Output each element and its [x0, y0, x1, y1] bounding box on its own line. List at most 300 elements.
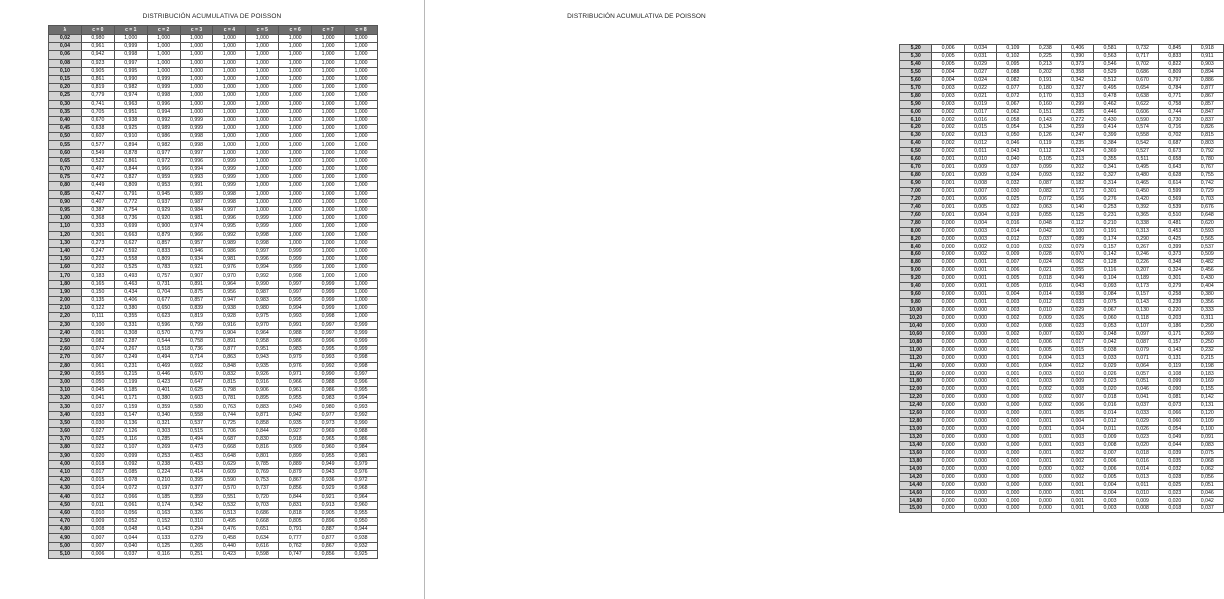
- probability-cell: 1,000: [246, 198, 279, 206]
- probability-cell: 0,105: [1029, 156, 1061, 164]
- probability-cell: 0,000: [964, 378, 996, 386]
- probability-cell: 0,932: [345, 542, 378, 550]
- probability-cell: 0,050: [81, 378, 114, 386]
- probability-cell: 0,951: [246, 346, 279, 354]
- probability-cell: 0,313: [1126, 227, 1158, 235]
- probability-cell: 0,705: [81, 108, 114, 116]
- header-cell: c = 7: [312, 26, 345, 35]
- probability-cell: 0,020: [1061, 330, 1093, 338]
- probability-cell: 0,056: [114, 509, 147, 517]
- probability-cell: 0,993: [279, 313, 312, 321]
- table-row: [49, 149, 378, 157]
- table-row: [900, 195, 1224, 203]
- table-row: [49, 509, 378, 517]
- table-row: [900, 465, 1224, 473]
- lambda-cell: 1,90: [49, 288, 82, 296]
- probability-cell: 0,192: [1061, 172, 1093, 180]
- probability-cell: 0,001: [1061, 497, 1093, 505]
- probability-cell: 0,959: [147, 174, 180, 182]
- table-row: [900, 243, 1224, 251]
- probability-cell: 0,041: [1126, 394, 1158, 402]
- probability-cell: 0,135: [81, 297, 114, 305]
- probability-cell: 0,002: [932, 140, 964, 148]
- probability-cell: 0,558: [1126, 132, 1158, 140]
- table-row: [900, 148, 1224, 156]
- probability-cell: 0,923: [81, 59, 114, 67]
- probability-cell: 0,622: [1126, 100, 1158, 108]
- probability-cell: 0,623: [147, 313, 180, 321]
- probability-cell: 0,998: [345, 354, 378, 362]
- probability-cell: 0,067: [1094, 306, 1126, 314]
- probability-cell: 0,120: [1191, 410, 1223, 418]
- probability-cell: 0,003: [932, 100, 964, 108]
- probability-cell: 1,000: [345, 231, 378, 239]
- probability-cell: 0,365: [1126, 211, 1158, 219]
- probability-cell: 0,373: [1061, 60, 1093, 68]
- probability-cell: 0,972: [147, 157, 180, 165]
- lambda-cell: 5,20: [900, 45, 932, 53]
- probability-cell: 1,000: [345, 288, 378, 296]
- probability-cell: 0,960: [345, 501, 378, 509]
- table-row: [49, 116, 378, 124]
- probability-cell: 0,668: [246, 518, 279, 526]
- probability-cell: 0,018: [1029, 275, 1061, 283]
- probability-cell: 0,000: [932, 275, 964, 283]
- probability-cell: 1,000: [246, 35, 279, 43]
- probability-cell: 0,340: [147, 411, 180, 419]
- probability-cell: 0,011: [81, 501, 114, 509]
- probability-cell: 0,002: [1061, 449, 1093, 457]
- lambda-cell: 14,80: [900, 497, 932, 505]
- probability-cell: 0,313: [1061, 92, 1093, 100]
- probability-cell: 0,005: [997, 275, 1029, 283]
- probability-cell: 0,779: [180, 329, 213, 337]
- table-row: [49, 354, 378, 362]
- probability-cell: 0,303: [147, 428, 180, 436]
- table-row: [49, 264, 378, 272]
- probability-cell: 0,992: [246, 272, 279, 280]
- probability-cell: 1,000: [279, 108, 312, 116]
- probability-cell: 0,965: [312, 436, 345, 444]
- probability-cell: 0,686: [246, 509, 279, 517]
- probability-cell: 0,185: [147, 493, 180, 501]
- table-row: [49, 444, 378, 452]
- lambda-cell: 5,90: [900, 100, 932, 108]
- probability-cell: 0,856: [279, 485, 312, 493]
- probability-cell: 0,000: [964, 441, 996, 449]
- probability-cell: 0,997: [246, 247, 279, 255]
- probability-cell: 0,020: [1159, 497, 1191, 505]
- probability-cell: 0,473: [180, 444, 213, 452]
- probability-cell: 1,000: [345, 247, 378, 255]
- lambda-cell: 6,00: [900, 108, 932, 116]
- table-body: [900, 45, 1224, 513]
- probability-cell: 0,157: [1159, 338, 1191, 346]
- probability-cell: 0,000: [997, 489, 1029, 497]
- table-row: [49, 329, 378, 337]
- probability-cell: 1,000: [279, 157, 312, 165]
- probability-cell: 0,000: [932, 465, 964, 473]
- probability-cell: 0,001: [932, 203, 964, 211]
- probability-cell: 0,082: [997, 76, 1029, 84]
- table-row: [900, 426, 1224, 434]
- probability-cell: 0,290: [1191, 322, 1223, 330]
- probability-cell: 0,539: [1159, 203, 1191, 211]
- probability-cell: 0,000: [997, 481, 1029, 489]
- table-row: [49, 75, 378, 83]
- probability-cell: 0,970: [246, 321, 279, 329]
- probability-cell: 0,004: [932, 76, 964, 84]
- probability-cell: 0,598: [246, 550, 279, 558]
- probability-cell: 0,495: [213, 518, 246, 526]
- probability-cell: 1,000: [147, 67, 180, 75]
- probability-cell: 0,061: [114, 501, 147, 509]
- probability-cell: 0,143: [1029, 116, 1061, 124]
- probability-cell: 0,000: [932, 505, 964, 513]
- probability-cell: 0,046: [1126, 386, 1158, 394]
- probability-cell: 0,581: [1094, 45, 1126, 53]
- table-row: [49, 477, 378, 485]
- probability-cell: 0,999: [147, 75, 180, 83]
- probability-cell: 1,000: [312, 182, 345, 190]
- probability-cell: 0,087: [1126, 338, 1158, 346]
- probability-cell: 0,999: [279, 256, 312, 264]
- probability-cell: 0,956: [213, 288, 246, 296]
- probability-cell: 0,018: [1126, 449, 1158, 457]
- probability-cell: 1,000: [213, 100, 246, 108]
- probability-cell: 1,000: [312, 247, 345, 255]
- probability-cell: 0,780: [1191, 156, 1223, 164]
- probability-cell: 0,000: [964, 489, 996, 497]
- lambda-cell: 10,00: [900, 306, 932, 314]
- probability-cell: 1,000: [312, 35, 345, 43]
- probability-cell: 0,903: [1191, 60, 1223, 68]
- probability-cell: 0,049: [1159, 433, 1191, 441]
- table-row: [49, 362, 378, 370]
- table-row: [900, 179, 1224, 187]
- probability-cell: 0,045: [81, 387, 114, 395]
- probability-cell: 0,984: [345, 444, 378, 452]
- probability-cell: 0,053: [1094, 322, 1126, 330]
- probability-cell: 0,725: [213, 419, 246, 427]
- probability-cell: 0,900: [147, 223, 180, 231]
- probability-cell: 0,927: [279, 428, 312, 436]
- probability-cell: 0,747: [279, 550, 312, 558]
- probability-cell: 0,093: [1094, 283, 1126, 291]
- probability-cell: 0,125: [1061, 211, 1093, 219]
- probability-cell: 0,037: [1029, 235, 1061, 243]
- probability-cell: 0,002: [1029, 386, 1061, 394]
- probability-cell: 0,333: [1191, 306, 1223, 314]
- probability-cell: 0,002: [932, 108, 964, 116]
- probability-cell: 0,909: [279, 444, 312, 452]
- lambda-cell: 13,60: [900, 449, 932, 457]
- probability-cell: 1,000: [213, 125, 246, 133]
- probability-cell: 0,877: [1191, 84, 1223, 92]
- probability-cell: 0,942: [279, 411, 312, 419]
- probability-cell: 0,000: [932, 402, 964, 410]
- probability-cell: 1,000: [213, 35, 246, 43]
- lambda-cell: 0,50: [49, 133, 82, 141]
- probability-cell: 0,831: [279, 501, 312, 509]
- probability-cell: 0,097: [1126, 330, 1158, 338]
- table-row: [49, 518, 378, 526]
- probability-cell: 0,002: [997, 330, 1029, 338]
- probability-cell: 0,199: [114, 378, 147, 386]
- probability-cell: 0,054: [997, 124, 1029, 132]
- probability-cell: 0,687: [1159, 140, 1191, 148]
- probability-cell: 0,453: [180, 452, 213, 460]
- probability-cell: 0,000: [932, 219, 964, 227]
- probability-cell: 0,001: [1029, 457, 1061, 465]
- probability-cell: 0,997: [114, 59, 147, 67]
- probability-cell: 0,771: [1159, 92, 1191, 100]
- table-row: [49, 550, 378, 558]
- probability-cell: 0,003: [997, 299, 1029, 307]
- probability-cell: 0,017: [1061, 338, 1093, 346]
- probability-cell: 0,844: [279, 493, 312, 501]
- table-row: [49, 190, 378, 198]
- probability-cell: 0,026: [1094, 370, 1126, 378]
- probability-cell: 0,998: [312, 313, 345, 321]
- probability-cell: 0,999: [345, 321, 378, 329]
- probability-cell: 0,999: [180, 125, 213, 133]
- probability-cell: 0,285: [1061, 108, 1093, 116]
- probability-cell: 0,999: [246, 223, 279, 231]
- probability-cell: 0,070: [1061, 251, 1093, 259]
- probability-cell: 0,877: [213, 346, 246, 354]
- probability-cell: 0,977: [147, 149, 180, 157]
- probability-cell: 0,002: [932, 132, 964, 140]
- probability-cell: 0,276: [1094, 195, 1126, 203]
- table-row: [900, 386, 1224, 394]
- probability-cell: 0,251: [180, 550, 213, 558]
- lambda-cell: 1,60: [49, 264, 82, 272]
- probability-cell: 0,000: [997, 418, 1029, 426]
- probability-cell: 0,000: [964, 418, 996, 426]
- probability-cell: 0,055: [1061, 267, 1093, 275]
- probability-cell: 1,000: [312, 100, 345, 108]
- table-row: [49, 174, 378, 182]
- table-row: [49, 108, 378, 116]
- probability-cell: 0,112: [1029, 148, 1061, 156]
- lambda-cell: 13,80: [900, 457, 932, 465]
- table-row: [900, 433, 1224, 441]
- table-row: [900, 306, 1224, 314]
- probability-cell: 0,369: [1094, 148, 1126, 156]
- probability-cell: 0,736: [114, 215, 147, 223]
- probability-cell: 0,001: [1061, 505, 1093, 513]
- probability-cell: 0,021: [1029, 267, 1061, 275]
- probability-cell: 0,000: [964, 449, 996, 457]
- table-row: [49, 288, 378, 296]
- probability-cell: 1,000: [147, 35, 180, 43]
- probability-cell: 0,994: [180, 166, 213, 174]
- table-row: [49, 272, 378, 280]
- probability-cell: 0,095: [997, 60, 1029, 68]
- probability-cell: 0,136: [114, 419, 147, 427]
- table-row: [900, 418, 1224, 426]
- probability-cell: 0,100: [1061, 227, 1093, 235]
- probability-cell: 0,964: [246, 329, 279, 337]
- lambda-cell: 5,30: [900, 52, 932, 60]
- lambda-cell: 9,60: [900, 291, 932, 299]
- probability-cell: 1,000: [180, 67, 213, 75]
- probability-cell: 0,001: [997, 386, 1029, 394]
- probability-cell: 0,999: [312, 297, 345, 305]
- table-row: [49, 321, 378, 329]
- probability-cell: 0,000: [997, 441, 1029, 449]
- probability-cell: 0,921: [180, 264, 213, 272]
- table-row: [900, 259, 1224, 267]
- probability-cell: 0,157: [1126, 291, 1158, 299]
- probability-cell: 0,202: [1029, 68, 1061, 76]
- probability-cell: 0,042: [1094, 338, 1126, 346]
- probability-cell: 0,213: [1061, 156, 1093, 164]
- probability-cell: 1,000: [279, 35, 312, 43]
- probability-cell: 0,043: [997, 148, 1029, 156]
- probability-cell: 0,301: [1094, 187, 1126, 195]
- probability-cell: 0,875: [180, 288, 213, 296]
- probability-cell: 0,925: [345, 550, 378, 558]
- probability-cell: 0,929: [147, 206, 180, 214]
- probability-cell: 1,000: [312, 133, 345, 141]
- probability-cell: 0,001: [932, 156, 964, 164]
- probability-cell: 0,020: [81, 452, 114, 460]
- probability-cell: 0,569: [1159, 195, 1191, 203]
- probability-cell: 0,887: [312, 526, 345, 534]
- table-row: [49, 231, 378, 239]
- right-page-title: DISTRIBUCIÓN ACUMULATIVA DE POISSON: [567, 13, 706, 20]
- probability-cell: 0,999: [279, 264, 312, 272]
- probability-cell: 0,395: [180, 477, 213, 485]
- probability-cell: 0,038: [1061, 291, 1093, 299]
- probability-cell: 0,012: [964, 140, 996, 148]
- lambda-cell: 1,40: [49, 247, 82, 255]
- probability-cell: 1,000: [345, 108, 378, 116]
- probability-cell: 0,107: [1126, 322, 1158, 330]
- probability-cell: 0,000: [932, 457, 964, 465]
- lambda-cell: 0,60: [49, 149, 82, 157]
- table-row: [49, 346, 378, 354]
- probability-cell: 0,716: [1159, 124, 1191, 132]
- probability-cell: 1,000: [345, 116, 378, 124]
- probability-cell: 0,001: [1029, 426, 1061, 434]
- probability-cell: 1,000: [213, 43, 246, 51]
- probability-cell: 0,744: [213, 411, 246, 419]
- probability-cell: 0,995: [213, 223, 246, 231]
- probability-cell: 1,000: [279, 92, 312, 100]
- probability-cell: 0,603: [180, 395, 213, 403]
- probability-cell: 0,012: [1061, 362, 1093, 370]
- lambda-cell: 4,50: [49, 501, 82, 509]
- probability-cell: 1,000: [345, 182, 378, 190]
- probability-cell: 1,000: [213, 51, 246, 59]
- lambda-cell: 0,04: [49, 43, 82, 51]
- probability-cell: 0,907: [180, 272, 213, 280]
- probability-cell: 0,003: [964, 235, 996, 243]
- probability-cell: 0,921: [312, 493, 345, 501]
- probability-cell: 0,925: [114, 125, 147, 133]
- probability-cell: 0,006: [964, 195, 996, 203]
- lambda-cell: 6,30: [900, 132, 932, 140]
- probability-cell: 0,002: [1061, 457, 1093, 465]
- probability-cell: 0,982: [147, 141, 180, 149]
- probability-cell: 0,092: [114, 460, 147, 468]
- probability-cell: 1,000: [180, 51, 213, 59]
- probability-cell: 0,988: [312, 378, 345, 386]
- lambda-cell: 10,60: [900, 330, 932, 338]
- probability-cell: 1,000: [180, 75, 213, 83]
- probability-cell: 0,082: [1029, 187, 1061, 195]
- probability-cell: 0,238: [147, 460, 180, 468]
- lambda-cell: 3,50: [49, 419, 82, 427]
- lambda-cell: 8,80: [900, 259, 932, 267]
- probability-cell: 0,886: [1191, 76, 1223, 84]
- table-row: [49, 239, 378, 247]
- probability-cell: 0,173: [1126, 283, 1158, 291]
- probability-cell: 0,002: [964, 243, 996, 251]
- probability-cell: 1,000: [345, 157, 378, 165]
- table-row: [900, 505, 1224, 513]
- probability-cell: 0,023: [1061, 322, 1093, 330]
- lambda-cell: 0,45: [49, 125, 82, 133]
- probability-cell: 0,998: [345, 362, 378, 370]
- table-row: [900, 84, 1224, 92]
- probability-cell: 0,311: [1191, 314, 1223, 322]
- probability-cell: 0,990: [345, 419, 378, 427]
- probability-cell: 1,000: [213, 75, 246, 83]
- probability-cell: 1,000: [246, 206, 279, 214]
- probability-cell: 0,341: [1094, 164, 1126, 172]
- probability-cell: 0,220: [1159, 306, 1191, 314]
- probability-cell: 0,797: [1159, 76, 1191, 84]
- probability-cell: 0,425: [1159, 235, 1191, 243]
- probability-cell: 0,998: [246, 239, 279, 247]
- probability-cell: 0,037: [114, 550, 147, 558]
- probability-cell: 1,000: [213, 84, 246, 92]
- probability-cell: 0,753: [246, 477, 279, 485]
- probability-cell: 0,000: [932, 410, 964, 418]
- probability-cell: 1,000: [213, 67, 246, 75]
- probability-cell: 0,986: [312, 387, 345, 395]
- lambda-cell: 0,35: [49, 108, 82, 116]
- probability-cell: 0,033: [1061, 299, 1093, 307]
- probability-cell: 0,342: [180, 501, 213, 509]
- probability-cell: 0,955: [312, 452, 345, 460]
- probability-cell: 0,290: [1126, 235, 1158, 243]
- probability-cell: 0,997: [312, 329, 345, 337]
- probability-cell: 0,014: [1029, 291, 1061, 299]
- probability-cell: 1,000: [279, 51, 312, 59]
- probability-cell: 1,000: [345, 133, 378, 141]
- probability-cell: 0,008: [1094, 441, 1126, 449]
- probability-cell: 0,000: [997, 457, 1029, 465]
- probability-cell: 0,125: [147, 542, 180, 550]
- probability-cell: 0,938: [345, 534, 378, 542]
- probability-cell: 0,565: [1191, 235, 1223, 243]
- probability-cell: 0,044: [114, 534, 147, 542]
- probability-cell: 1,000: [345, 215, 378, 223]
- probability-cell: 0,000: [1029, 497, 1061, 505]
- probability-cell: 0,983: [312, 395, 345, 403]
- probability-cell: 0,011: [964, 148, 996, 156]
- probability-cell: 0,186: [1159, 322, 1191, 330]
- probability-cell: 0,839: [180, 305, 213, 313]
- probability-cell: 0,078: [114, 477, 147, 485]
- probability-cell: 0,377: [180, 485, 213, 493]
- probability-cell: 0,037: [997, 164, 1029, 172]
